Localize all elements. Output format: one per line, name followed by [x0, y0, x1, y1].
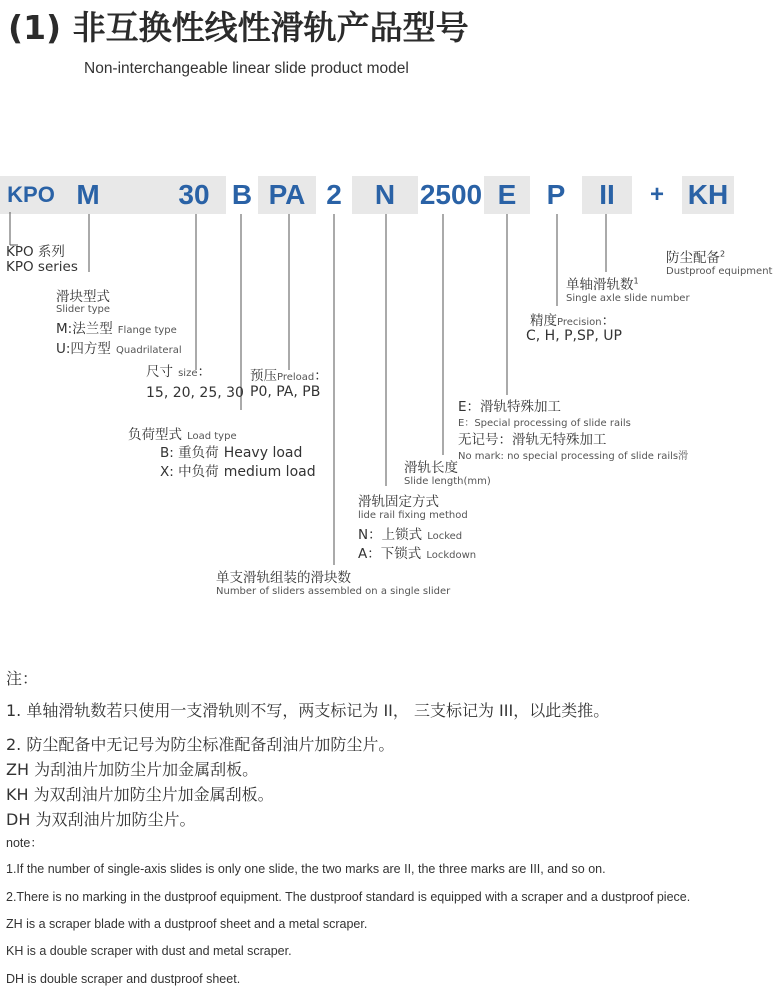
code-30: 30: [162, 176, 226, 214]
note-cn-0: 注：: [6, 669, 39, 688]
size-colon: ：: [197, 364, 211, 380]
precision-en: Precision: [557, 317, 602, 328]
load-type-x: [160, 460, 316, 480]
load-type-x-en: medium load: [223, 464, 316, 480]
label-precision: [530, 309, 615, 329]
label-slider-type-u: [56, 337, 182, 357]
code-n: N: [352, 176, 418, 214]
rail-number-sup: 1: [633, 276, 639, 286]
note-en-1: 1.If the number of single-axis slides is only one slide, the two marks are II, the three marks are III, and so on.: [6, 862, 606, 876]
note-en-3: ZH is a scraper blade with a dustproof sheet and a metal scraper.: [6, 917, 368, 931]
code-2: 2: [316, 176, 352, 214]
slider-type-u-en: Quadrilateral: [116, 345, 182, 356]
label-slider-count-en: Number of sliders assembled on a single slider: [216, 586, 451, 597]
dustproof-cn-text: 防尘配备: [666, 250, 720, 266]
label-slider-type-en: Slider type: [56, 304, 111, 315]
label-preload: [250, 364, 328, 384]
load-type-x-cn: X: 中负荷: [160, 464, 219, 480]
label-slider-type-m: [56, 317, 177, 337]
fixing-n-en: Locked: [427, 531, 463, 542]
code-plus: +: [632, 176, 682, 214]
special-e-en: E：Special processing of slide rails: [458, 418, 631, 429]
fixing-n-cn: N：上锁式: [358, 527, 423, 543]
label-slider-type-cn: 滑块型式: [56, 289, 110, 305]
label-rail-number-en: Single axle slide number: [566, 293, 690, 304]
label-dustproof-en: Dustproof equipment: [666, 266, 773, 277]
note-cn-2: 2. 防尘配备中无记号为防尘标准配备刮油片加防尘片。: [6, 735, 395, 754]
code-2500: 2500: [418, 176, 484, 214]
precision-values: C, H, P,SP, UP: [526, 328, 622, 344]
special-none-cn: 无记号：滑轨无特殊加工: [458, 432, 607, 448]
note-en-0: note：: [6, 836, 43, 850]
label-load-type: [128, 423, 237, 443]
code-p: P: [530, 176, 582, 214]
note-cn-4: KH 为双刮油片加防尘片加金属刮板。: [6, 785, 274, 804]
fixing-n: [358, 523, 462, 543]
code-ii: II: [582, 176, 632, 214]
label-fixing-cn: 滑轨固定方式: [358, 494, 439, 510]
slider-type-m-cn: M:法兰型: [56, 321, 113, 337]
precision-colon: ：: [601, 313, 616, 329]
special-e-cn: E：滑轨特殊加工: [458, 399, 562, 415]
label-fixing-en: lide rail fixing method: [358, 510, 468, 521]
size-values: 15, 20, 25, 30: [146, 385, 244, 401]
dustproof-sup: 2: [720, 249, 726, 259]
preload-values: P0, PA, PB: [250, 384, 321, 400]
note-cn-1: 1. 单轴滑轨数若只使用一支滑轨则不写，两支标记为 II， 三支标记为 III，以此类推。: [6, 701, 610, 720]
label-rail-number-cn: [566, 273, 639, 293]
label-size: [146, 360, 211, 380]
fixing-a: [358, 542, 476, 562]
code-kpo: KPO: [0, 176, 62, 214]
load-type-b-en: Heavy load: [223, 445, 303, 461]
load-type-b: [160, 441, 302, 461]
code-kh: KH: [682, 176, 734, 214]
label-slider-count-cn: 单支滑轨组装的滑块数: [216, 570, 351, 586]
page-title: (1) 非互换性线性滑轨产品型号: [8, 8, 469, 47]
slider-type-m-en: Flange type: [117, 325, 177, 336]
special-none-en: No mark: no special processing of slide rails滑: [458, 451, 689, 462]
note-cn-5: DH 为双刮油片加防尘片。: [6, 810, 196, 829]
label-kpo-en: KPO series: [6, 259, 78, 275]
note-en-4: KH is a double scraper with dust and metal scraper.: [6, 944, 292, 958]
code-b: B: [226, 176, 258, 214]
page-subtitle: Non-interchangeable linear slide product model: [84, 60, 409, 77]
preload-cn: 预压: [250, 368, 277, 384]
load-type-en: Load type: [187, 431, 237, 442]
label-dustproof-cn: [666, 246, 725, 266]
code-e: E: [484, 176, 530, 214]
label-kpo-cn: KPO 系列: [6, 244, 65, 260]
fixing-a-en: Lockdown: [426, 550, 477, 561]
load-type-cn: 负荷型式: [128, 427, 182, 443]
slider-type-u-cn: U:四方型: [56, 341, 111, 357]
code-pa: PA: [258, 176, 316, 214]
preload-en: Preload: [277, 372, 315, 383]
label-length-en: Slide length(mm): [404, 476, 491, 487]
size-cn: 尺寸: [146, 364, 173, 380]
load-type-b-cn: B: 重负荷: [160, 445, 219, 461]
label-length-cn: 滑轨长度: [404, 460, 458, 476]
rail-number-cn-text: 单轴滑轨数: [566, 277, 634, 293]
note-en-2: 2.There is no marking in the dustproof equipment. The dustproof standard is equipped with a scraper and a dustproof piece.: [6, 890, 691, 904]
size-en: size: [178, 368, 198, 379]
code-m: M: [62, 176, 114, 214]
precision-cn: 精度: [530, 313, 557, 329]
note-en-5: DH is double scraper and dustproof sheet.: [6, 972, 241, 986]
fixing-a-cn: A：下锁式: [358, 546, 422, 562]
preload-colon: ：: [314, 368, 328, 384]
note-cn-3: ZH 为刮油片加防尘片加金属刮板。: [6, 760, 259, 779]
